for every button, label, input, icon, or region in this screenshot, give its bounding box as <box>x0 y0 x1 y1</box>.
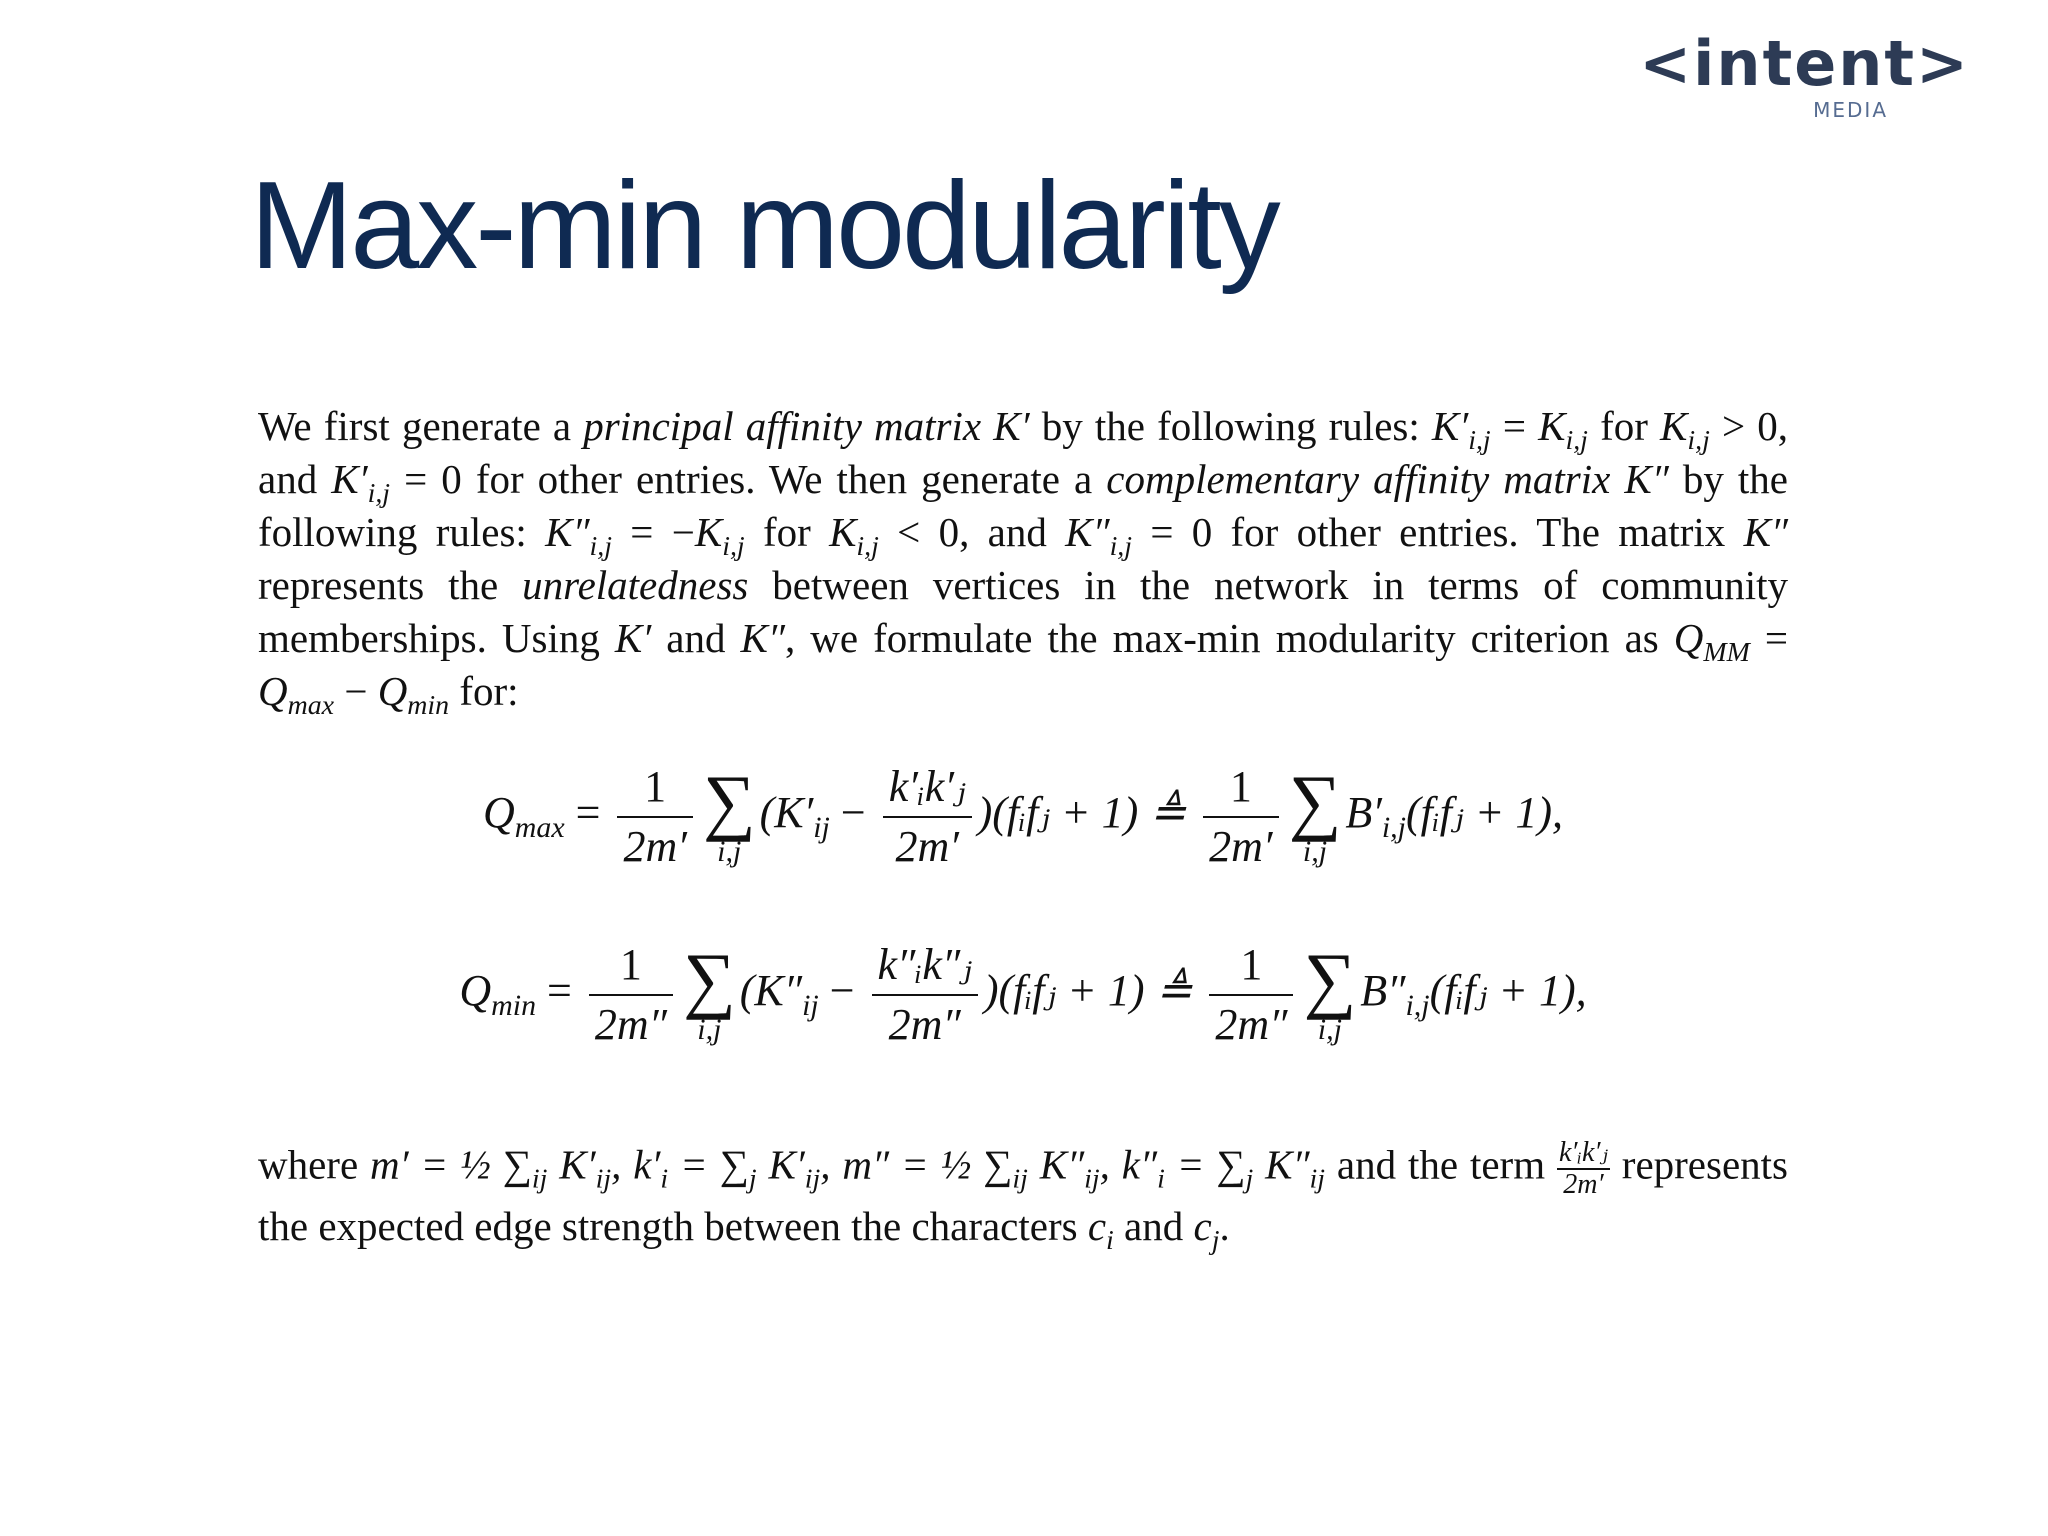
intent-media-logo <box>1640 24 1970 124</box>
fraction-denominator: 2m″ <box>888 1000 961 1049</box>
math-expr: m′ = ½ ∑ <box>370 1141 532 1188</box>
fraction-denominator: 2m′ <box>895 822 959 871</box>
math-expr: K″ <box>1253 1141 1310 1188</box>
sum-symbol: ∑ <box>1288 761 1342 843</box>
sum-limits: i,j <box>1317 1013 1342 1046</box>
math-symbol: K <box>694 509 723 555</box>
text-run: − <box>334 668 378 714</box>
text-run: and <box>1113 1203 1194 1249</box>
eq-equals: = <box>564 788 612 838</box>
summation <box>682 939 736 1046</box>
fraction <box>872 936 978 1054</box>
math-subscript: ij <box>595 1163 612 1195</box>
math-subscript: min <box>407 690 450 722</box>
fraction-numerator: k′ᵢk′ⱼ <box>883 758 972 818</box>
eq-operator: − <box>829 788 877 838</box>
math-symbol: c <box>1087 1203 1107 1249</box>
text-run: = 0 for other entries. We then generate a <box>390 456 1107 502</box>
fraction-denominator: 2m′ <box>1563 1169 1604 1200</box>
term-unrelatedness: unrelatedness <box>522 562 749 608</box>
eq-lhs: Q <box>459 966 492 1016</box>
eq-lhs-subscript: min <box>491 988 537 1022</box>
eq-subscript: ij <box>813 810 830 844</box>
math-symbol: K″ <box>740 615 785 661</box>
math-expr: K′ <box>756 1141 805 1188</box>
fraction <box>1209 936 1293 1054</box>
text-run: for <box>744 509 830 555</box>
fraction <box>883 758 972 876</box>
term-complementary-affinity-matrix: complementary affinity matrix <box>1106 456 1611 502</box>
logo-subtext: MEDIA <box>1813 98 1888 122</box>
paper-excerpt <box>258 400 1789 1257</box>
math-subscript: i,j <box>856 531 879 563</box>
fraction <box>589 936 673 1054</box>
eq-term: )(fᵢfⱼ + 1) ≜ <box>977 788 1198 838</box>
logo-wordmark: <intent> <box>1639 27 1970 100</box>
sum-limits: i,j <box>697 1013 722 1046</box>
text-run: for <box>1587 403 1661 449</box>
text-run: . <box>1219 1203 1230 1249</box>
fraction-numerator: 1 <box>1203 758 1278 818</box>
eq-term: (fᵢfⱼ + 1), <box>1405 788 1563 838</box>
math-symbol: K″ <box>1743 509 1789 555</box>
text-run: and <box>651 615 741 661</box>
text-run: where <box>258 1141 371 1188</box>
math-symbol: c <box>1193 1203 1212 1249</box>
summation <box>702 761 756 868</box>
text-run: = <box>1749 615 1789 661</box>
text-run: and the term <box>1325 1141 1557 1188</box>
text-run: We first generate a <box>258 403 584 449</box>
math-expr: , k″ <box>1099 1141 1158 1188</box>
math-subscript: i,j <box>1109 531 1133 563</box>
math-subscript: i,j <box>1468 425 1491 457</box>
fraction-numerator: k′ᵢk′ⱼ <box>1558 1137 1608 1168</box>
math-subscript: j <box>748 1163 757 1195</box>
text-run: < 0, and <box>878 509 1066 555</box>
math-subscript: ij <box>1084 1163 1100 1195</box>
math-subscript: i,j <box>1565 425 1588 457</box>
math-symbol: K <box>1538 403 1566 449</box>
math-symbol: K <box>829 509 857 555</box>
term-principal-affinity-matrix: principal affinity matrix <box>583 403 982 449</box>
text-run: by the following rules: <box>258 456 1789 555</box>
math-symbol: Q <box>258 668 288 714</box>
eq-term: B″ <box>1360 966 1406 1016</box>
text-run: represents the expected edge strength between the characters <box>258 1141 1788 1249</box>
math-subscript: j <box>1211 1225 1220 1257</box>
fraction-denominator: 2m′ <box>1209 822 1273 871</box>
math-symbol: K <box>1660 403 1688 449</box>
fraction-numerator: k″ᵢk″ⱼ <box>872 936 978 996</box>
text-run: by the following rules: <box>1029 403 1432 449</box>
math-expr: = ∑ <box>668 1141 749 1188</box>
equation-q-min <box>258 936 1788 1054</box>
eq-term: (K′ <box>759 788 814 838</box>
math-symbol: K″ <box>545 509 590 555</box>
display-equations <box>258 758 1788 1118</box>
math-expr: K″ <box>1027 1141 1085 1188</box>
sum-limits: i,j <box>1302 835 1328 868</box>
math-subscript: i <box>660 1163 669 1195</box>
eq-subscript: i,j <box>1405 988 1430 1022</box>
eq-equals: = <box>536 966 583 1016</box>
math-subscript: MM <box>1703 637 1750 669</box>
math-symbol: K′ <box>993 403 1030 449</box>
math-symbol: K″ <box>1065 509 1110 555</box>
sum-symbol: ∑ <box>1303 939 1357 1021</box>
math-expr: = ∑ <box>1164 1141 1246 1188</box>
text-run: = <box>1490 403 1539 449</box>
fraction <box>1203 758 1278 876</box>
eq-subscript: ij <box>802 988 819 1022</box>
eq-subscript: i,j <box>1381 810 1406 844</box>
math-subscript: j <box>1245 1163 1254 1195</box>
math-subscript: i <box>1157 1163 1165 1195</box>
text-run: represents the <box>258 562 523 608</box>
math-subscript: i,j <box>367 478 391 510</box>
text-run: for: <box>449 668 519 714</box>
math-expr: , k′ <box>611 1141 661 1188</box>
eq-lhs-subscript: max <box>514 810 565 844</box>
eq-term: (fᵢfⱼ + 1), <box>1429 966 1587 1016</box>
math-symbol: Q <box>377 668 408 714</box>
definition-paragraph <box>258 400 1789 722</box>
math-subscript: ij <box>804 1163 821 1195</box>
eq-term: )(fᵢfⱼ + 1) ≜ <box>983 966 1204 1016</box>
math-symbol: Q <box>1673 615 1704 661</box>
eq-term: B′ <box>1345 788 1382 838</box>
text-run: = 0 for other entries. The matrix <box>1132 509 1744 555</box>
summation <box>1288 761 1342 868</box>
where-paragraph <box>258 1137 1788 1257</box>
math-subscript: ij <box>1309 1163 1326 1195</box>
fraction <box>617 758 692 876</box>
eq-lhs: Q <box>483 788 515 838</box>
fraction-denominator: 2m″ <box>1215 1000 1288 1049</box>
math-symbol: K″ <box>1624 456 1669 502</box>
text-run: = − <box>612 509 695 555</box>
slide-title: Max-min modularity <box>250 157 1278 295</box>
math-subscript: max <box>287 690 335 722</box>
fraction-numerator: 1 <box>617 758 692 818</box>
math-symbol: K′ <box>1431 403 1469 449</box>
math-expr: K′ <box>547 1141 596 1188</box>
fraction-numerator: 1 <box>1209 936 1293 996</box>
fraction-numerator: 1 <box>589 936 673 996</box>
text-run: > 0, and <box>258 403 1788 502</box>
sum-symbol: ∑ <box>682 939 736 1021</box>
eq-term: (K″ <box>739 966 803 1016</box>
eq-operator: − <box>818 966 866 1016</box>
fraction-denominator: 2m′ <box>623 822 687 871</box>
text-run: , we formulate the max-min modularity criterion as <box>784 615 1674 661</box>
math-symbol: K′ <box>331 456 368 502</box>
math-subscript: i <box>1106 1225 1114 1257</box>
inline-fraction <box>1557 1138 1610 1200</box>
sum-limits: i,j <box>717 835 742 868</box>
text-run: between vertices in the network in terms of community memberships. Using <box>258 562 1788 661</box>
equation-q-max <box>258 758 1788 876</box>
math-expr: , m″ = ½ ∑ <box>820 1141 1013 1188</box>
summation <box>1303 939 1357 1046</box>
fraction-denominator: 2m″ <box>594 1000 667 1049</box>
math-subscript: i,j <box>589 531 613 563</box>
math-subscript: ij <box>531 1163 548 1195</box>
math-subscript: ij <box>1012 1163 1028 1195</box>
math-symbol: K′ <box>614 615 652 661</box>
math-subscript: i,j <box>722 531 745 563</box>
sum-symbol: ∑ <box>702 761 756 843</box>
math-subscript: i,j <box>1687 425 1710 457</box>
